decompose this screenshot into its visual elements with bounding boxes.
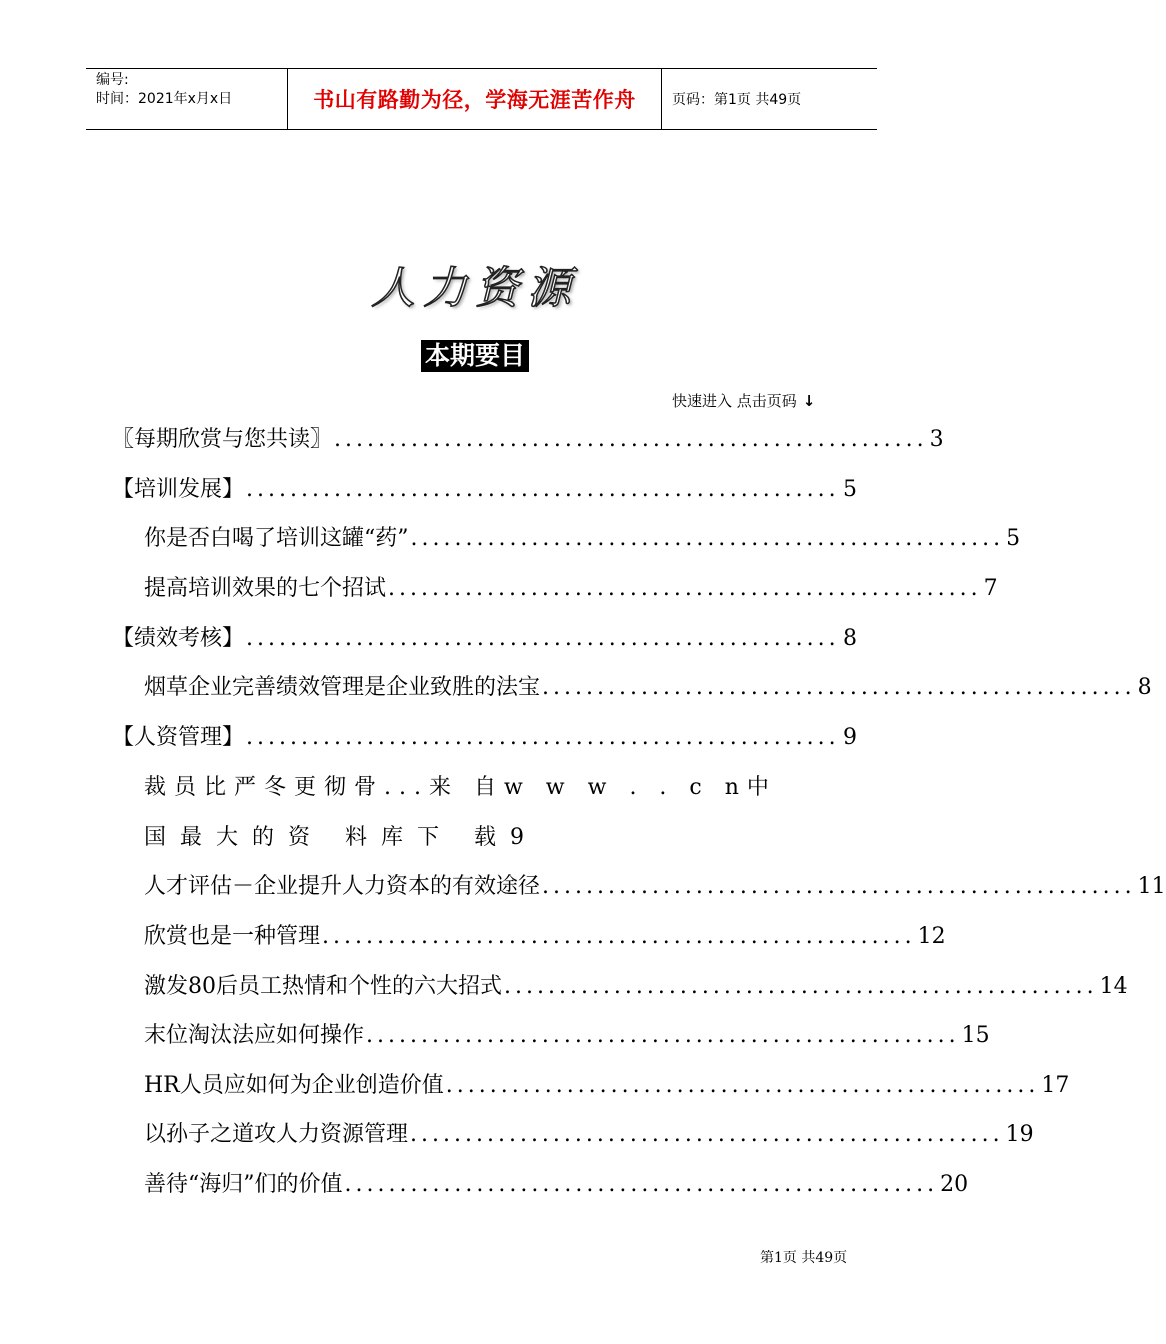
section-subtitle: 本期要目 [421,340,529,372]
toc-leader: ...................................................... [388,576,982,601]
toc-leader: ...................................................... [410,526,1005,551]
time-label: 时间：2021年x月x日 [96,91,233,107]
toc-leader: ...................................................... [246,477,840,502]
toc-label: 〖每期欣赏与您共读〗 [112,427,333,452]
toc-leader: ...................................................... [410,1122,1004,1147]
toc-label: 以孙子之道攻人力资源管理 [144,1122,409,1147]
toc-page[interactable]: 11 [1137,874,1166,899]
toc-entry[interactable] [144,1071,1070,1101]
toc-label: HR人员应如何为企业创造价值 [144,1073,444,1098]
toc-page[interactable]: 9 [843,725,857,750]
toc-label: 提高培训效果的七个招试 [144,576,387,601]
toc-leader: ...................................................... [344,1172,939,1197]
toc-label: 善待“海归”们的价值 [144,1172,343,1197]
toc-page[interactable]: 19 [1005,1122,1034,1147]
number-label: 编号: [96,72,129,88]
toc-page[interactable]: 15 [961,1023,990,1048]
toc-entry[interactable] [144,1120,1034,1150]
toc-label: 激发80后员工热情和个性的六大招式 [144,974,502,999]
toc-entry[interactable] [112,425,944,455]
toc-entry-wrapped-line2[interactable]: 国最大的资 料库下 载9 [144,825,538,850]
header-motto: 书山有路勤为径，学海无涯苦作舟 [288,69,662,129]
toc-label: 烟草企业完善绩效管理是企业致胜的法宝 [144,675,541,700]
toc-label: 末位淘汰法应如何操作 [144,1023,365,1048]
toc-label: 人才评估－企业提升人力资本的有效途径 [144,874,541,899]
toc-entry[interactable] [144,872,1166,902]
toc-leader: ...................................................... [322,924,916,949]
toc-label: 你是否白喝了培训这罐“药” [144,526,409,551]
toc-page[interactable]: 8 [1137,675,1152,700]
toc-label: 【绩效考核】 [112,626,245,651]
toc-entry-wrapped-line1[interactable]: 裁员比严冬更彻骨...来 自w w w . . c n中 [144,775,777,800]
toc-page[interactable]: 20 [940,1172,969,1197]
document-header [86,68,877,130]
toc-page[interactable]: 12 [917,924,946,949]
toc-page[interactable]: 17 [1041,1073,1070,1098]
toc-entry[interactable] [144,524,1021,554]
header-meta [86,69,288,129]
toc-entry[interactable] [144,922,946,952]
toc-entry[interactable] [144,1021,990,1051]
toc-label: 【人资管理】 [112,725,245,750]
quick-entry [672,390,815,411]
toc-leader: ...................................................... [504,974,1098,999]
toc-leader: ...................................................... [542,874,1136,899]
toc-entry[interactable] [144,574,998,604]
toc-page[interactable]: 5 [1006,526,1021,551]
toc-entry[interactable] [112,723,857,753]
toc-entry[interactable] [144,972,1128,1002]
subtitle-wrap [0,340,950,372]
toc-page[interactable]: 7 [983,576,998,601]
toc-leader: ...................................................... [445,1073,1040,1098]
toc-entry[interactable] [144,673,1152,703]
page-title: 人力资源 [371,263,579,314]
toc-page[interactable]: 8 [843,626,857,651]
arrow-down-icon: ↓ [802,392,816,410]
toc-leader: ...................................................... [542,675,1136,700]
toc-leader: ...................................................... [246,725,840,750]
toc-entry[interactable] [112,475,857,505]
header-page-info: 页码：第1页 共49页 [672,92,802,108]
toc-label: 欣赏也是一种管理 [144,924,321,949]
toc-leader: ...................................................... [366,1023,960,1048]
toc-leader: ...................................................... [334,427,928,452]
toc-entry[interactable] [144,1170,969,1200]
toc-label: 【培训发展】 [112,477,245,502]
page-footer: 第1页 共49页 [760,1250,848,1266]
toc-page[interactable]: 3 [929,427,944,452]
toc-page[interactable]: 14 [1099,974,1128,999]
toc-entry[interactable] [112,624,857,654]
toc-leader: ...................................................... [246,626,840,651]
quick-entry-label: 快速进入 点击页码 [672,392,797,410]
toc-page[interactable]: 5 [843,477,857,502]
